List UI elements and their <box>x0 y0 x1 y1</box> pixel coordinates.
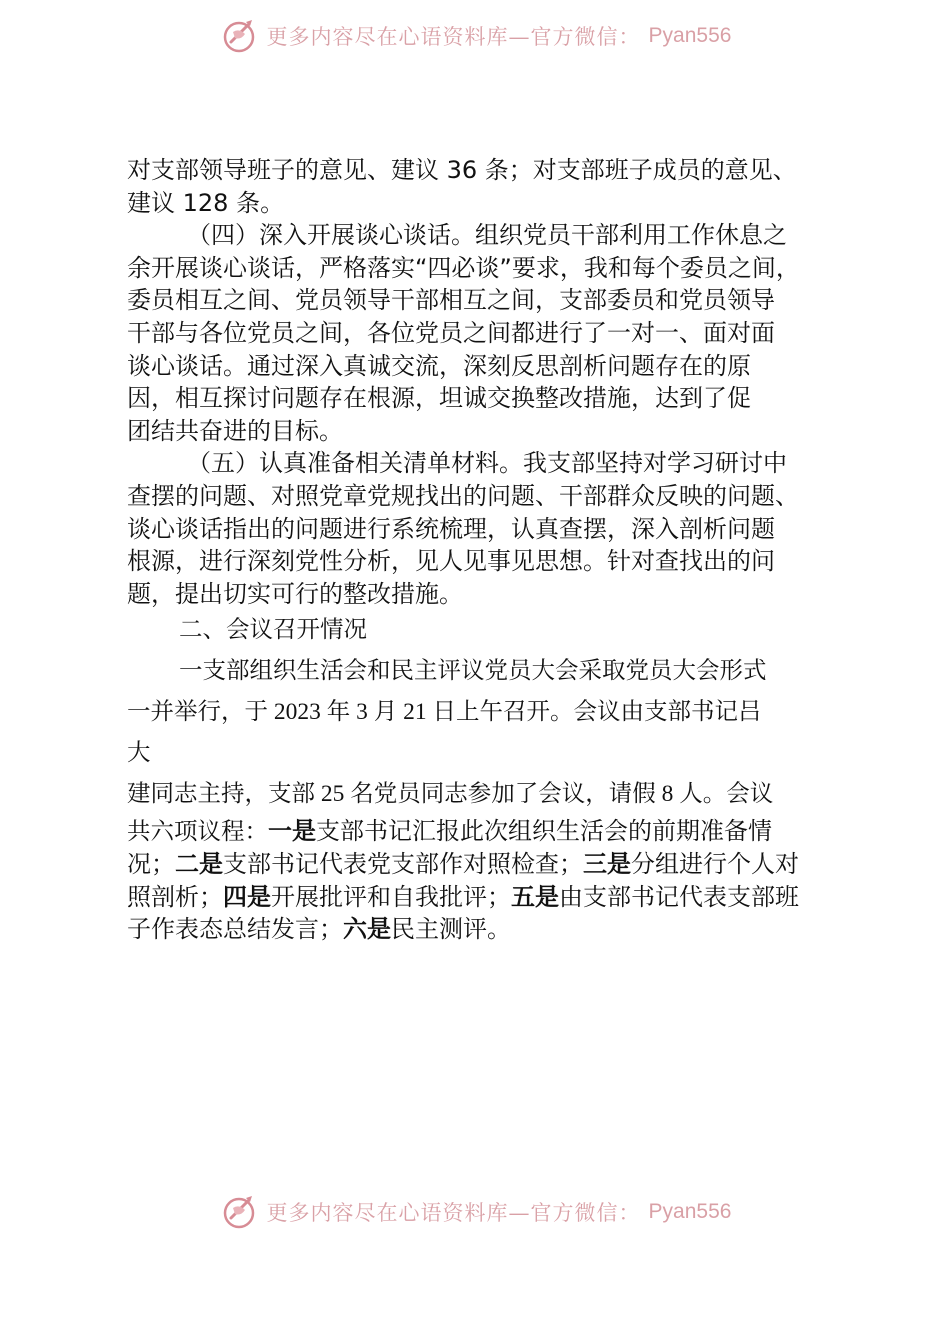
text-line: 余开展谈心谈话，严格落实“四必谈”要求，我和每个委员之间， <box>127 253 800 282</box>
bold-label: 二是 <box>175 849 223 878</box>
watermark-banner-top <box>0 14 950 58</box>
bold-label: 三是 <box>583 849 631 878</box>
document-body <box>127 154 837 946</box>
text-line: 建同志主持，支部 25 名党员同志参加了会议，请假 8 人。会议 <box>127 781 774 808</box>
text-fragment: 支部书记代表党支部作对照检查； <box>223 849 583 878</box>
text-fragment: 民主测评。 <box>391 915 511 944</box>
text-line: 委员相互之间、党员领导干部相互之间，支部委员和党员领导 <box>127 286 775 315</box>
text-line: （四）深入开展谈心谈话。组织党员干部利用工作休息之 <box>187 221 787 250</box>
watermark-text: 更多内容尽在心语资料库—官方微信： <box>266 1201 641 1225</box>
text-line: 根源，进行深刻党性分析，见人见事见思想。针对查找出的问 <box>127 547 775 576</box>
text-fragment: 共六项议程： <box>127 819 268 846</box>
text-line: 大 <box>127 740 151 767</box>
text-fragment: 照剖析； <box>127 882 223 911</box>
watermark-text: 更多内容尽在心语资料库—官方微信： <box>266 25 641 49</box>
bold-label: 一是 <box>268 817 316 846</box>
text-line: 一并举行，于 2023 年 3 月 21 日上午召开。会议由支部书记吕 <box>127 699 762 726</box>
bold-label: 五是 <box>511 882 559 911</box>
bold-label: 四是 <box>223 882 271 911</box>
text-line <box>127 913 837 946</box>
watermark-wechat-id: Pyan556 <box>648 24 732 47</box>
watermark-logo-icon <box>219 1192 259 1232</box>
watermark-wechat-id: Pyan556 <box>648 1200 732 1223</box>
watermark-banner-bottom <box>0 1190 950 1234</box>
text-fragment: 支部书记汇报此次组织生活会的前期准备情 <box>316 817 772 846</box>
text-line: 谈心谈话。通过深入真诚交流，深刻反思剖析问题存在的原 <box>127 351 751 380</box>
text-line: 查摆的问题、对照党章党规找出的问题、干部群众反映的问题、 <box>127 481 799 510</box>
text-fragment: 由支部书记代表支部班 <box>559 882 799 911</box>
bold-label: 六是 <box>343 915 391 944</box>
text-fragment: 子作表态总结发言； <box>127 915 343 944</box>
text-line <box>127 881 837 914</box>
text-line: 对支部领导班子的意见、建议 36 条；对支部班子成员的意见、 <box>127 156 797 184</box>
watermark-logo-icon <box>219 16 259 56</box>
text-line: 团结共奋进的目标。 <box>127 416 343 445</box>
text-line: 一支部组织生活会和民主评议党员大会采取党员大会形式 <box>179 658 767 685</box>
text-fragment: 况； <box>127 849 175 878</box>
text-line: 因，相互探讨问题存在根源，坦诚交换整改措施，达到了促 <box>127 384 751 413</box>
text-line: 干部与各位党员之间，各位党员之间都进行了一对一、面对面 <box>127 318 775 347</box>
text-line: 题，提出切实可行的整改措施。 <box>127 579 463 608</box>
text-line: 建议 128 条。 <box>127 188 285 217</box>
text-fragment: 开展批评和自我批评； <box>271 882 511 911</box>
text-line: （五）认真准备相关清单材料。我支部坚持对学习研讨中 <box>187 449 787 478</box>
text-line: 谈心谈话指出的问题进行系统梳理，认真查摆，深入剖析问题 <box>127 514 775 543</box>
section-heading: 二、会议召开情况 <box>179 617 367 644</box>
text-fragment: 分组进行个人对 <box>631 849 799 878</box>
text-line <box>127 848 837 881</box>
text-line <box>127 815 837 848</box>
